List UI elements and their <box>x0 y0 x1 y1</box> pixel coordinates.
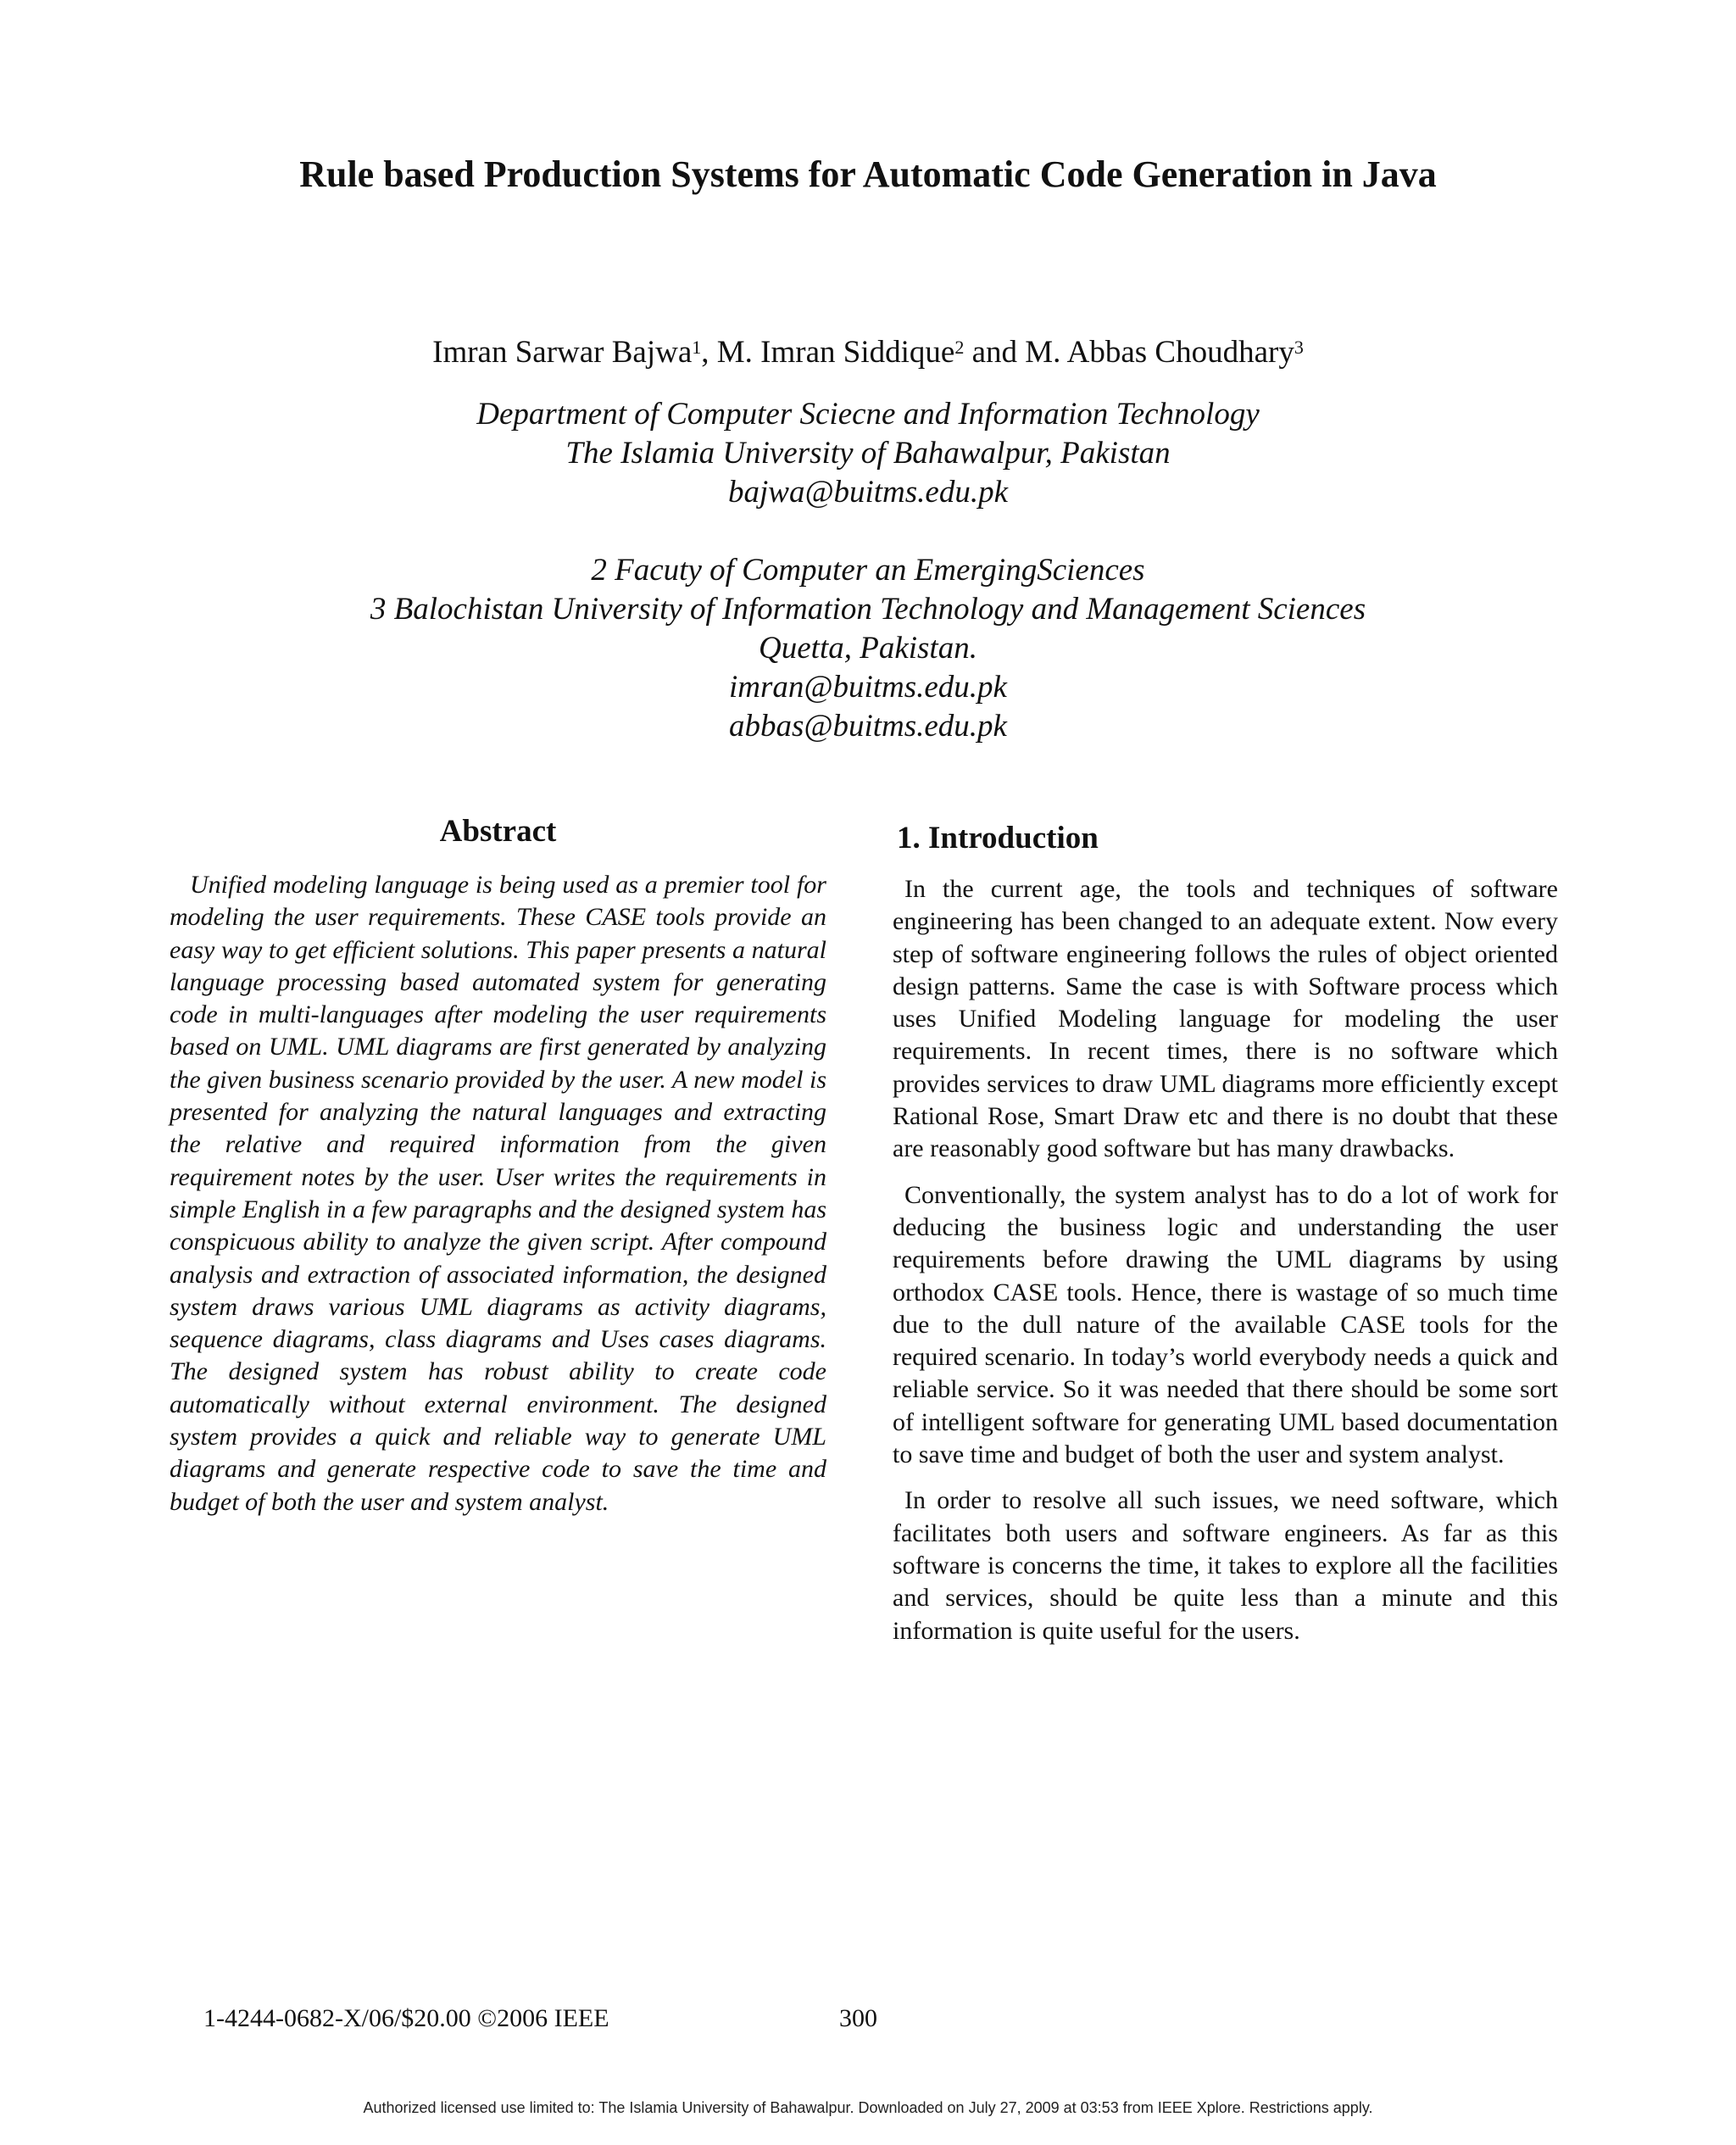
affiliation-block-1 <box>0 395 1736 512</box>
footer-identifier: 1-4244-0682-X/06/$20.00 ©2006 IEEE <box>203 2004 609 2032</box>
author-affiliation-mark: 3 <box>1294 337 1304 358</box>
author-name: Imran Sarwar Bajwa <box>432 335 693 370</box>
author-name: M. Abbas Choudhary <box>1025 335 1294 370</box>
abstract-body: Unified modeling language is being used as a premier tool for modeling the user requirements. These CASE tools provide an easy way to get efficient solutions. This paper presents a natural language processing based automated system for generating code in multi-languages after modeling the user requirements based on UML. UML diagrams are first generated by analyzing the given business scenario provided by the user. A new model is presented for analyzing the natural languages and extracting the relative and required information from the given requirement notes by the user. User writes the requirements in simple English in a few paragraphs and the designed system has conspicuous ability to analyze the given script. After compound analysis and extraction of associated information, the designed system draws various UML diagrams as activity diagrams, sequence diagrams, class diagrams and Uses cases diagrams. The designed system has robust ability to create code automatically without external environment. The designed system provides a quick and reliable way to generate UML diagrams and generate respective code to save the time and budget of both the user and system analyst. <box>170 871 826 1516</box>
affiliation-university: The Islamia University of Bahawalpur, Pakistan <box>565 436 1171 471</box>
affiliation-email: bajwa@buitms.edu.pk <box>727 475 1009 510</box>
license-notice: Authorized licensed use limited to: The Islamia University of Bahawalpur. Downloaded on July 27, 2009 at 03:53 from IEEE Xplore. Restrictions apply. <box>363 2099 1373 2116</box>
affiliation-university: 3 Balochistan University of Information Technology and Management Sciences <box>370 592 1366 627</box>
author-separator: , <box>701 335 717 370</box>
affiliation-email: imran@buitms.edu.pk <box>729 670 1007 705</box>
page-number: 300 <box>839 2004 877 2032</box>
abstract-heading: Abstract <box>439 814 557 849</box>
author-name: M. Imran Siddique <box>716 335 955 370</box>
introduction-body <box>893 873 1558 1661</box>
introduction-paragraph: Conventionally, the system analyst has to do a lot of work for deducing the business logic and understanding the user requirements before drawing the UML diagrams by using orthodox CASE tools. Hence, there is wastage of so much time due to the dull nature of the available CASE tools for the required scenario. In today’s world everybody needs a quick and reliable service. So it was needed that there should be some sort of intelligent software for generating UML based documentation to save time and budget of both the user and system analyst. <box>893 1180 1558 1469</box>
affiliation-faculty: 2 Facuty of Computer an EmergingSciences <box>591 553 1145 588</box>
introduction-paragraph: In the current age, the tools and techniques of software engineering has been changed to an adequate extent. Now every step of software engineering follows the rules of object oriented design patterns. Same the case is with Software process which uses Unified Modeling language for modeling the user requirements. In recent times, there is no software which provides services to draw UML diagrams more efficiently except Rational Rose, Smart Draw etc and there is no doubt that these are reasonably good software but has many drawbacks. <box>893 875 1558 1163</box>
paper-title: Rule based Production Systems for Automatic Code Generation in Java <box>299 153 1437 195</box>
affiliation-location: Quetta, Pakistan. <box>759 631 977 666</box>
introduction-paragraph: In order to resolve all such issues, we need software, which facilitates both users and software engineers. As far as this software is concerns the time, it takes to explore all the facilities and services, should be quite less than a minute and this information is quite useful for the users. <box>893 1486 1558 1645</box>
author-line <box>0 332 1736 373</box>
author-affiliation-mark: 1 <box>692 337 702 358</box>
author-affiliation-mark: 2 <box>954 337 965 358</box>
affiliation-email: abbas@buitms.edu.pk <box>729 709 1007 744</box>
author-separator: and <box>964 335 1026 370</box>
introduction-heading: 1. Introduction <box>897 821 1099 855</box>
affiliation-department: Department of Computer Sciecne and Information Technology <box>476 397 1260 432</box>
affiliation-block-2 <box>0 551 1736 746</box>
